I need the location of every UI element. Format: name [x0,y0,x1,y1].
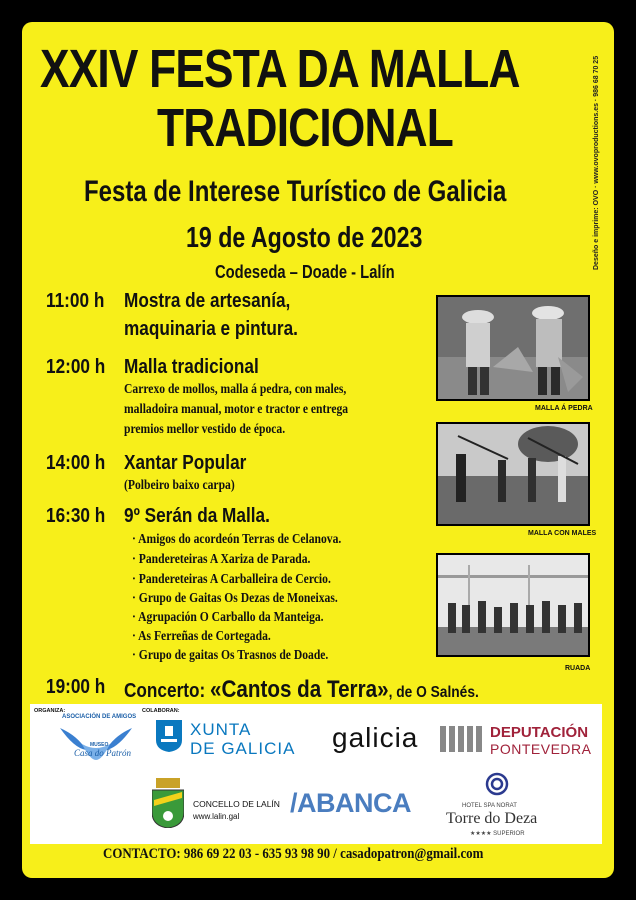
hotel-swirl-icon [485,772,509,796]
photo-malla-a-pedra [436,295,590,401]
photo-caption-2: MALLA CON MALES [528,530,597,537]
museo-logo: ASOCIACIÓN DE AMIGOS MUSEO Casa do Patrón [52,714,140,770]
hotel-top: HOTEL SPA NORAT [462,803,517,809]
title-line-1: XXIV FESTA DA MALLA [40,39,520,99]
deputacion-grid-icon [440,726,484,752]
photo-ruada [436,553,590,657]
lalin-coat-of-arms-icon [152,778,184,828]
performer-item: · Pandereteiras A Xariza de Parada. [132,551,311,566]
event-1100-line-2: maquinaria e pintura. [124,318,298,340]
event-1400-detail: (Polbeiro baixo carpa) [124,477,235,492]
event-1100-line-1: Mostra de artesanía, [124,290,291,312]
event-1200-detail-3: premios mellor vestido de época. [124,421,286,436]
event-date: 19 de Agosto de 2023 [186,222,423,254]
performer-item: · Agrupación O Carballo da Manteiga. [132,609,324,624]
event-1630-title: 9º Serán da Malla. [124,505,270,527]
subtitle: Festa de Interese Turístico de Galicia [84,175,507,208]
photo-caption-1: MALLA Á PEDRA [535,405,593,412]
galicia-logo: galicia [332,722,419,753]
performer-item: · Amigos do acordeón Terras de Celanova. [132,531,342,546]
time-1400: 14:00 h [46,452,106,474]
time-1100: 11:00 h [46,290,105,312]
performer-item: · Grupo de Gaitas Os Dezas de Moneixas. [132,590,338,605]
event-1200-detail-1: Carrexo de mollos, malla á pedra, con males, [124,381,347,396]
performer-item: · As Ferreñas de Cortegada. [132,628,271,643]
photo-caption-3: RUADA [565,665,591,672]
hotel-name: Torre do Deza [446,810,538,827]
title-line-2: TRADICIONAL [157,98,453,158]
concello-line-1: CONCELLO DE LALÍN [193,799,280,809]
xunta-line-1: XUNTA [190,720,252,739]
event-place: Codeseda – Doade - Lalín [215,262,395,282]
event-1200-detail-2: malladoira manual, motor e tractor e entrega [124,401,349,416]
xunta-line-2: DE GALICIA [190,739,296,758]
colabora-label: COLABORAN: [142,708,180,714]
photo-malla-con-males [436,422,590,526]
event-1200-title: Malla tradicional [124,356,259,378]
event-1400-title: Xantar Popular [124,452,247,474]
time-1200: 12:00 h [46,356,106,378]
event-1900: Concerto: «Cantos da Terra», de O Salnés. [124,676,479,703]
printer-credit: Deseño e imprime: OVO · www.ovoproductions.es · 986 68 70 25 [593,55,600,270]
museo-name: Casa do Patrón [74,748,132,758]
concello-line-2: www.lalin.gal [193,812,240,821]
abanca-logo: /ABANCA [290,788,411,818]
contact-line: CONTACTO: 986 69 22 03 - 635 93 98 90 / casadopatron@gmail.com [103,846,484,862]
organiza-label: ORGANIZA: [34,708,66,714]
time-1900: 19:00 h [46,676,106,698]
performer-item: · Grupo de gaitas Os Trasnos de Doade. [132,647,329,662]
xunta-shield-icon [156,720,182,752]
hotel-bottom: ★★★★ SUPERIOR [470,831,525,837]
performer-item: · Pandereteiras A Carballeira de Cercio. [132,571,331,586]
time-1630: 16:30 h [46,505,106,527]
deputacion-line-1: DEPUTACIÓN [490,724,589,741]
deputacion-line-2: PONTEVEDRA [490,741,592,757]
